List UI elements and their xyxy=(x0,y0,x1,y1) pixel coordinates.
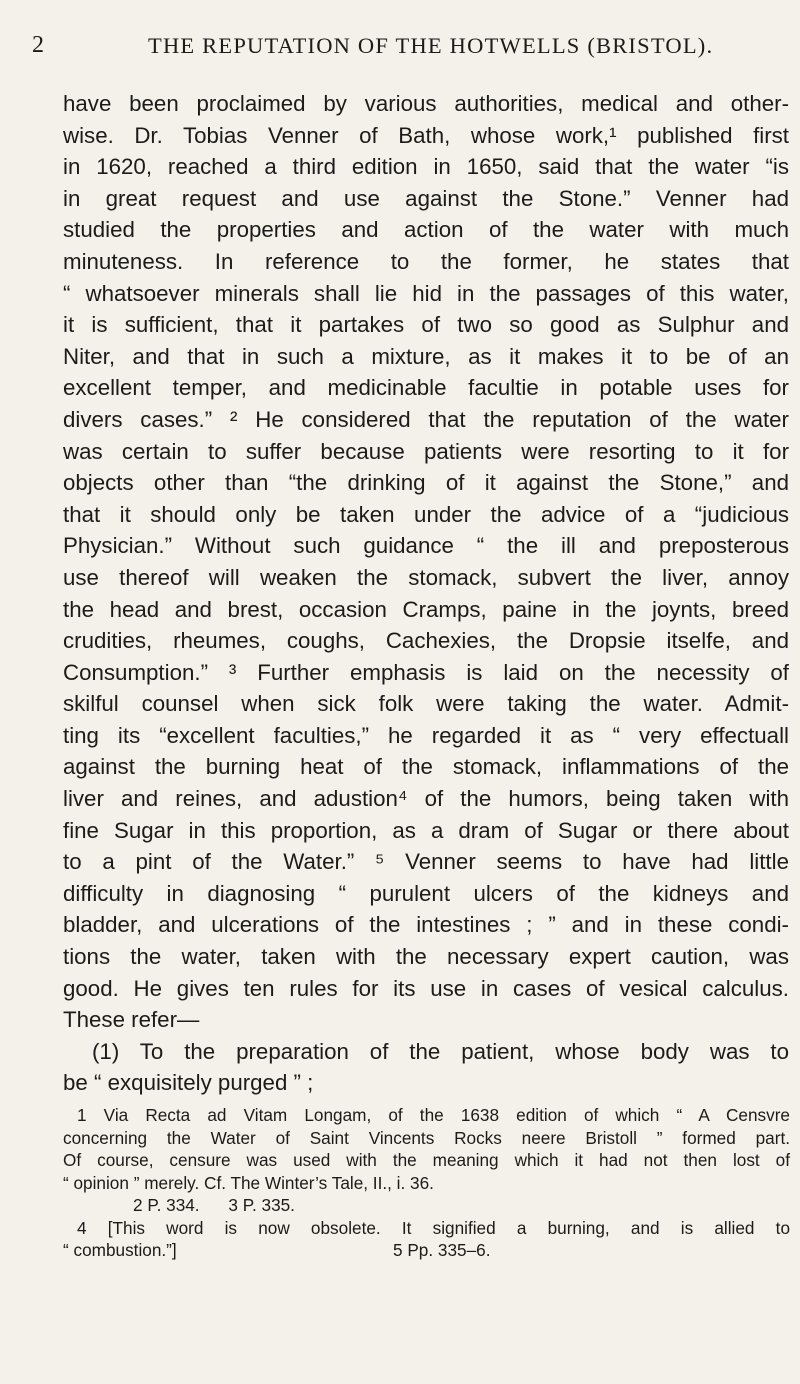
text-line: was certain to suffer because patients were resorting to it for xyxy=(63,438,789,464)
text-line: Physician.” Without such guidance “ the ill and preposterous xyxy=(63,533,789,559)
text-line: “ whatsoever minerals shall lie hid in the passages of this water, xyxy=(63,280,789,306)
footnote-5: 5 Pp. 335–6. xyxy=(393,1240,491,1260)
text-line: studied the properties and action of the water with much xyxy=(63,217,789,243)
text-line: liver and reines, and adustion⁴ of the humors, being taken with xyxy=(63,786,789,812)
footnote-tail-row xyxy=(63,1239,790,1262)
text-line: crudities, rheumes, coughs, Cachexies, the Dropsie itselfe, and xyxy=(63,628,789,654)
footnote-1-line: concerning the Water of Saint Vincents Rocks neere Bristoll ” formed part. xyxy=(63,1127,790,1148)
page-header xyxy=(32,30,760,70)
text-line: the head and brest, occasion Cramps, paine in the joynts, breed xyxy=(63,596,789,622)
body-text xyxy=(63,88,789,1099)
text-line: excellent temper, and medicinable facultie in potable uses for xyxy=(63,375,789,401)
footnote-1-line: 1 Via Recta ad Vitam Longam, of the 1638 edition of which “ A Censvre xyxy=(77,1105,790,1125)
text-line: fine Sugar in this proportion, as a dram of Sugar or there about xyxy=(63,817,789,843)
text-line: against the burning heat of the stomack, inflammations of the xyxy=(63,754,789,780)
text-line: Niter, and that in such a mixture, as it makes it to be of an xyxy=(63,343,789,369)
text-line: be “ exquisitely purged ” ; xyxy=(63,1070,314,1096)
text-line: it is sufficient, that it partakes of two so good as Sulphur and xyxy=(63,312,789,338)
text-line: ting its “excellent faculties,” he regarded it as “ very effectuall xyxy=(63,722,789,748)
text-line: (1) To the preparation of the patient, whose body was to xyxy=(92,1038,789,1064)
running-head: THE REPUTATION OF THE HOTWELLS (BRISTOL). xyxy=(148,33,714,58)
text-line: to a pint of the Water.” ⁵ Venner seems to have had little xyxy=(63,849,789,875)
text-line: that it should only be taken under the advice of a “judicious xyxy=(63,501,789,527)
text-line: objects other than “the drinking of it against the Stone,” and xyxy=(63,470,789,496)
text-line: These refer— xyxy=(63,1007,200,1033)
text-line: good. He gives ten rules for its use in cases of vesical calculus. xyxy=(63,975,789,1001)
text-line: have been proclaimed by various authorities, medical and other- xyxy=(63,91,789,116)
text-line: wise. Dr. Tobias Venner of Bath, whose work,¹ published first xyxy=(63,122,789,148)
footnote-4-line: 4 [This word is now obsolete. It signified a burning, and is allied to xyxy=(77,1217,790,1238)
text-line: difficulty in diagnosing “ purulent ulcers of the kidneys and xyxy=(63,880,789,906)
text-line: use thereof will weaken the stomack, subvert the liver, annoy xyxy=(63,564,789,590)
text-line: in 1620, reached a third edition in 1650, said that the water “is xyxy=(63,154,789,180)
text-line: in great request and use against the Stone.” Venner had xyxy=(63,185,789,211)
text-line: minuteness. In reference to the former, he states that xyxy=(63,248,789,274)
footnotes xyxy=(63,1104,790,1262)
footnote-1-line: “ opinion ” merely. Cf. The Winter’s Tale, II., i. 36. xyxy=(63,1172,434,1193)
text-line: tions the water, taken with the necessary expert caution, was xyxy=(63,944,789,970)
text-line: Consumption.” ³ Further emphasis is laid on the necessity of xyxy=(63,659,789,685)
text-line: skilful counsel when sick folk were taking the water. Admit- xyxy=(63,691,789,717)
footnote-3: 3 P. 335. xyxy=(228,1195,295,1215)
page-number: 2 xyxy=(32,32,45,58)
footnote-refs-row xyxy=(63,1194,790,1217)
footnote-2: 2 P. 334. xyxy=(133,1195,200,1215)
footnote-1-line: Of course, censure was used with the meaning which it had not then lost of xyxy=(63,1150,790,1170)
footnote-4-line: “ combustion.”] xyxy=(63,1240,177,1260)
text-line: bladder, and ulcerations of the intestines ; ” and in these condi- xyxy=(63,912,789,938)
text-line: divers cases.” ² He considered that the reputation of the water xyxy=(63,406,789,432)
